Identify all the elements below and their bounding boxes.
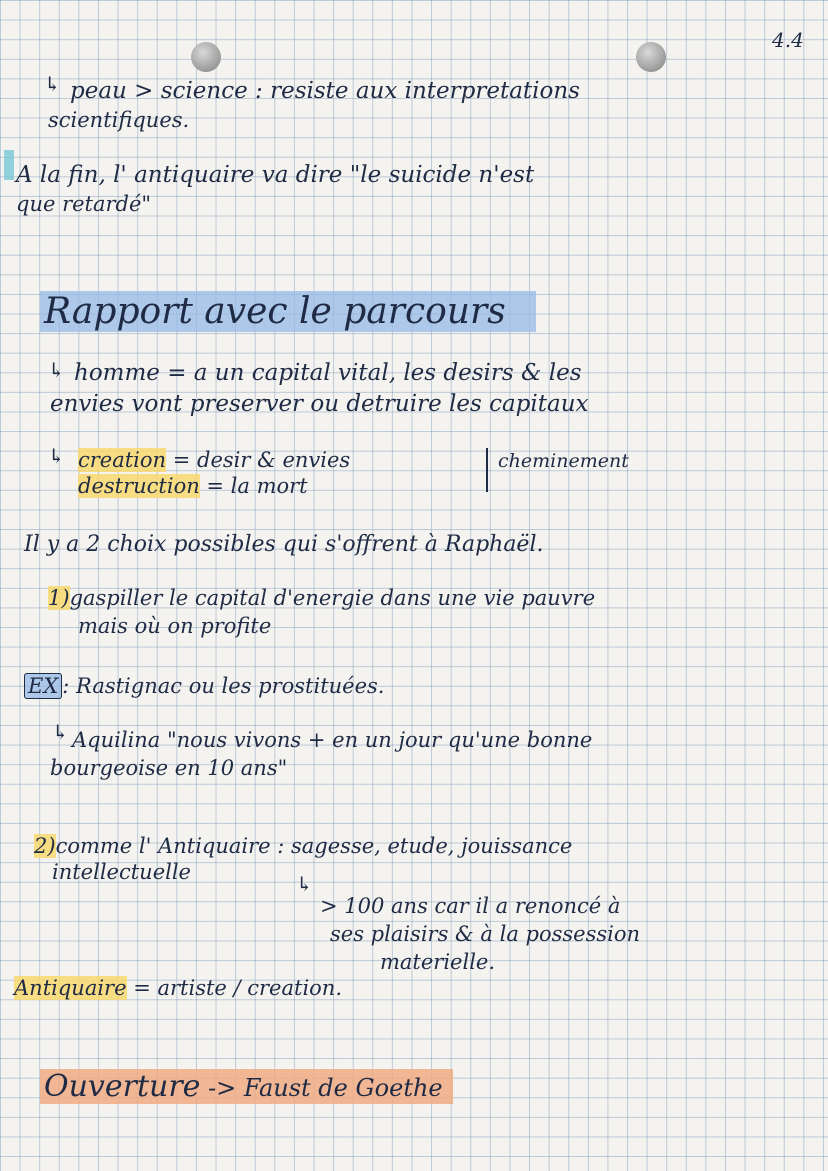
note-line: A la fin, l' antiquaire va dire "le suicide n'est [16, 162, 535, 188]
note-line: creation = desir & envies [78, 448, 351, 472]
note-line: mais où on profite [78, 614, 272, 638]
note-line: materielle. [380, 950, 496, 974]
note-line: Aquilina "nous vivons + en un jour qu'une bonne [72, 728, 593, 752]
note-line: envies vont preserver ou detruire les capitaux [50, 391, 589, 417]
note-line: cheminement [498, 450, 629, 472]
cheminement-bar [486, 448, 488, 492]
note-line: ses plaisirs & à la possession [330, 922, 641, 946]
binder-hole-left [191, 42, 221, 72]
arrow-icon: ↳ [48, 444, 65, 468]
note-line: 1)gaspiller le capital d'energie dans une vie pauvre [48, 586, 596, 610]
note-line: 2)comme l' Antiquaire : sagesse, etude, jouissance [34, 834, 573, 858]
arrow-icon: ↳ [52, 720, 69, 744]
note-line: bourgeoise en 10 ans" [50, 756, 288, 780]
note-line: destruction = la mort [78, 474, 308, 498]
arrow-icon: ↳ [48, 358, 65, 382]
margin-highlight [4, 150, 14, 180]
note-line: scientifiques. [48, 108, 190, 132]
note-line: Il y a 2 choix possibles qui s'offrent à Raphaël. [24, 532, 544, 557]
page-number: 4.4 [772, 28, 804, 52]
binder-hole-right [636, 42, 666, 72]
note-line: > 100 ans car il a renoncé à [320, 894, 621, 918]
note-line: Antiquaire = artiste / creation. [14, 976, 343, 1000]
section-heading: Ouverture -> Faust de Goethe [40, 1072, 453, 1102]
arrow-icon: ↳ [44, 72, 61, 96]
section-heading: Rapport avec le parcours [40, 294, 536, 330]
note-line: peau > science : resiste aux interpretations [70, 78, 580, 104]
note-line: que retardé" [16, 192, 152, 216]
note-line: EX : Rastignac ou les prostituées. [24, 676, 384, 697]
note-line: homme = a un capital vital, les desirs & les [74, 360, 582, 386]
arrow-icon: ↳ [296, 872, 313, 896]
note-line: intellectuelle [52, 860, 191, 884]
